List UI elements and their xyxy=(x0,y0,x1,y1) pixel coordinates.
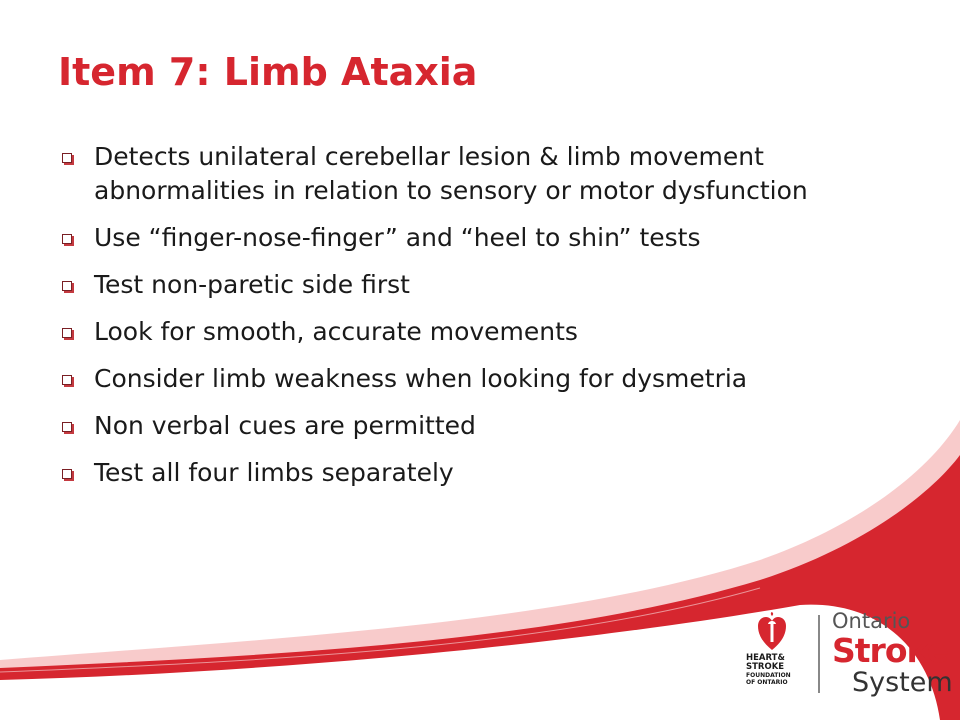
oss-line2: Stroke xyxy=(832,631,948,670)
logo-divider xyxy=(818,615,820,693)
bullet-text: Use “finger-nose-finger” and “heel to shin” tests xyxy=(94,223,701,252)
heart-and-torch-logo-icon xyxy=(757,612,787,652)
bullet-item xyxy=(62,140,922,208)
bullet-list xyxy=(62,140,922,503)
bullet-text: Test non-paretic side first xyxy=(94,270,410,299)
hsf-line3: FOUNDATION xyxy=(746,672,791,679)
bullet-text: Look for smooth, accurate movements xyxy=(94,317,578,346)
hsf-logo-text xyxy=(746,654,810,686)
hsf-line2: STROKE xyxy=(746,662,785,672)
hsf-line4: OF ONTARIO xyxy=(746,679,788,686)
bullet-item xyxy=(62,268,922,302)
checkbox-bullet-icon xyxy=(62,328,72,338)
oss-line3: System xyxy=(852,667,953,698)
bullet-text: Non verbal cues are permitted xyxy=(94,411,476,440)
checkbox-bullet-icon xyxy=(62,469,72,479)
bullet-text: Consider limb weakness when looking for dysmetria xyxy=(94,364,748,393)
bullet-item xyxy=(62,315,922,349)
bullet-text: Test all four limbs separately xyxy=(94,458,454,487)
bullet-text-line1: Detects unilateral cerebellar lesion & limb movement xyxy=(94,142,764,171)
checkbox-bullet-icon xyxy=(62,375,72,385)
slide-title: Item 7: Limb Ataxia xyxy=(58,50,478,94)
bullet-item xyxy=(62,221,922,255)
oss-line1: Ontario xyxy=(832,609,911,633)
hsf-line1: HEART& xyxy=(746,653,785,663)
bullet-item xyxy=(62,456,922,490)
checkbox-bullet-icon xyxy=(62,281,72,291)
checkbox-bullet-icon xyxy=(62,153,72,163)
ontario-stroke-system-logo xyxy=(832,608,953,698)
checkbox-bullet-icon xyxy=(62,422,72,432)
bullet-text-line2: abnormalities in relation to sensory or motor dysfunction xyxy=(94,176,808,205)
checkbox-bullet-icon xyxy=(62,234,72,244)
bullet-item xyxy=(62,362,922,396)
bullet-item xyxy=(62,409,922,443)
